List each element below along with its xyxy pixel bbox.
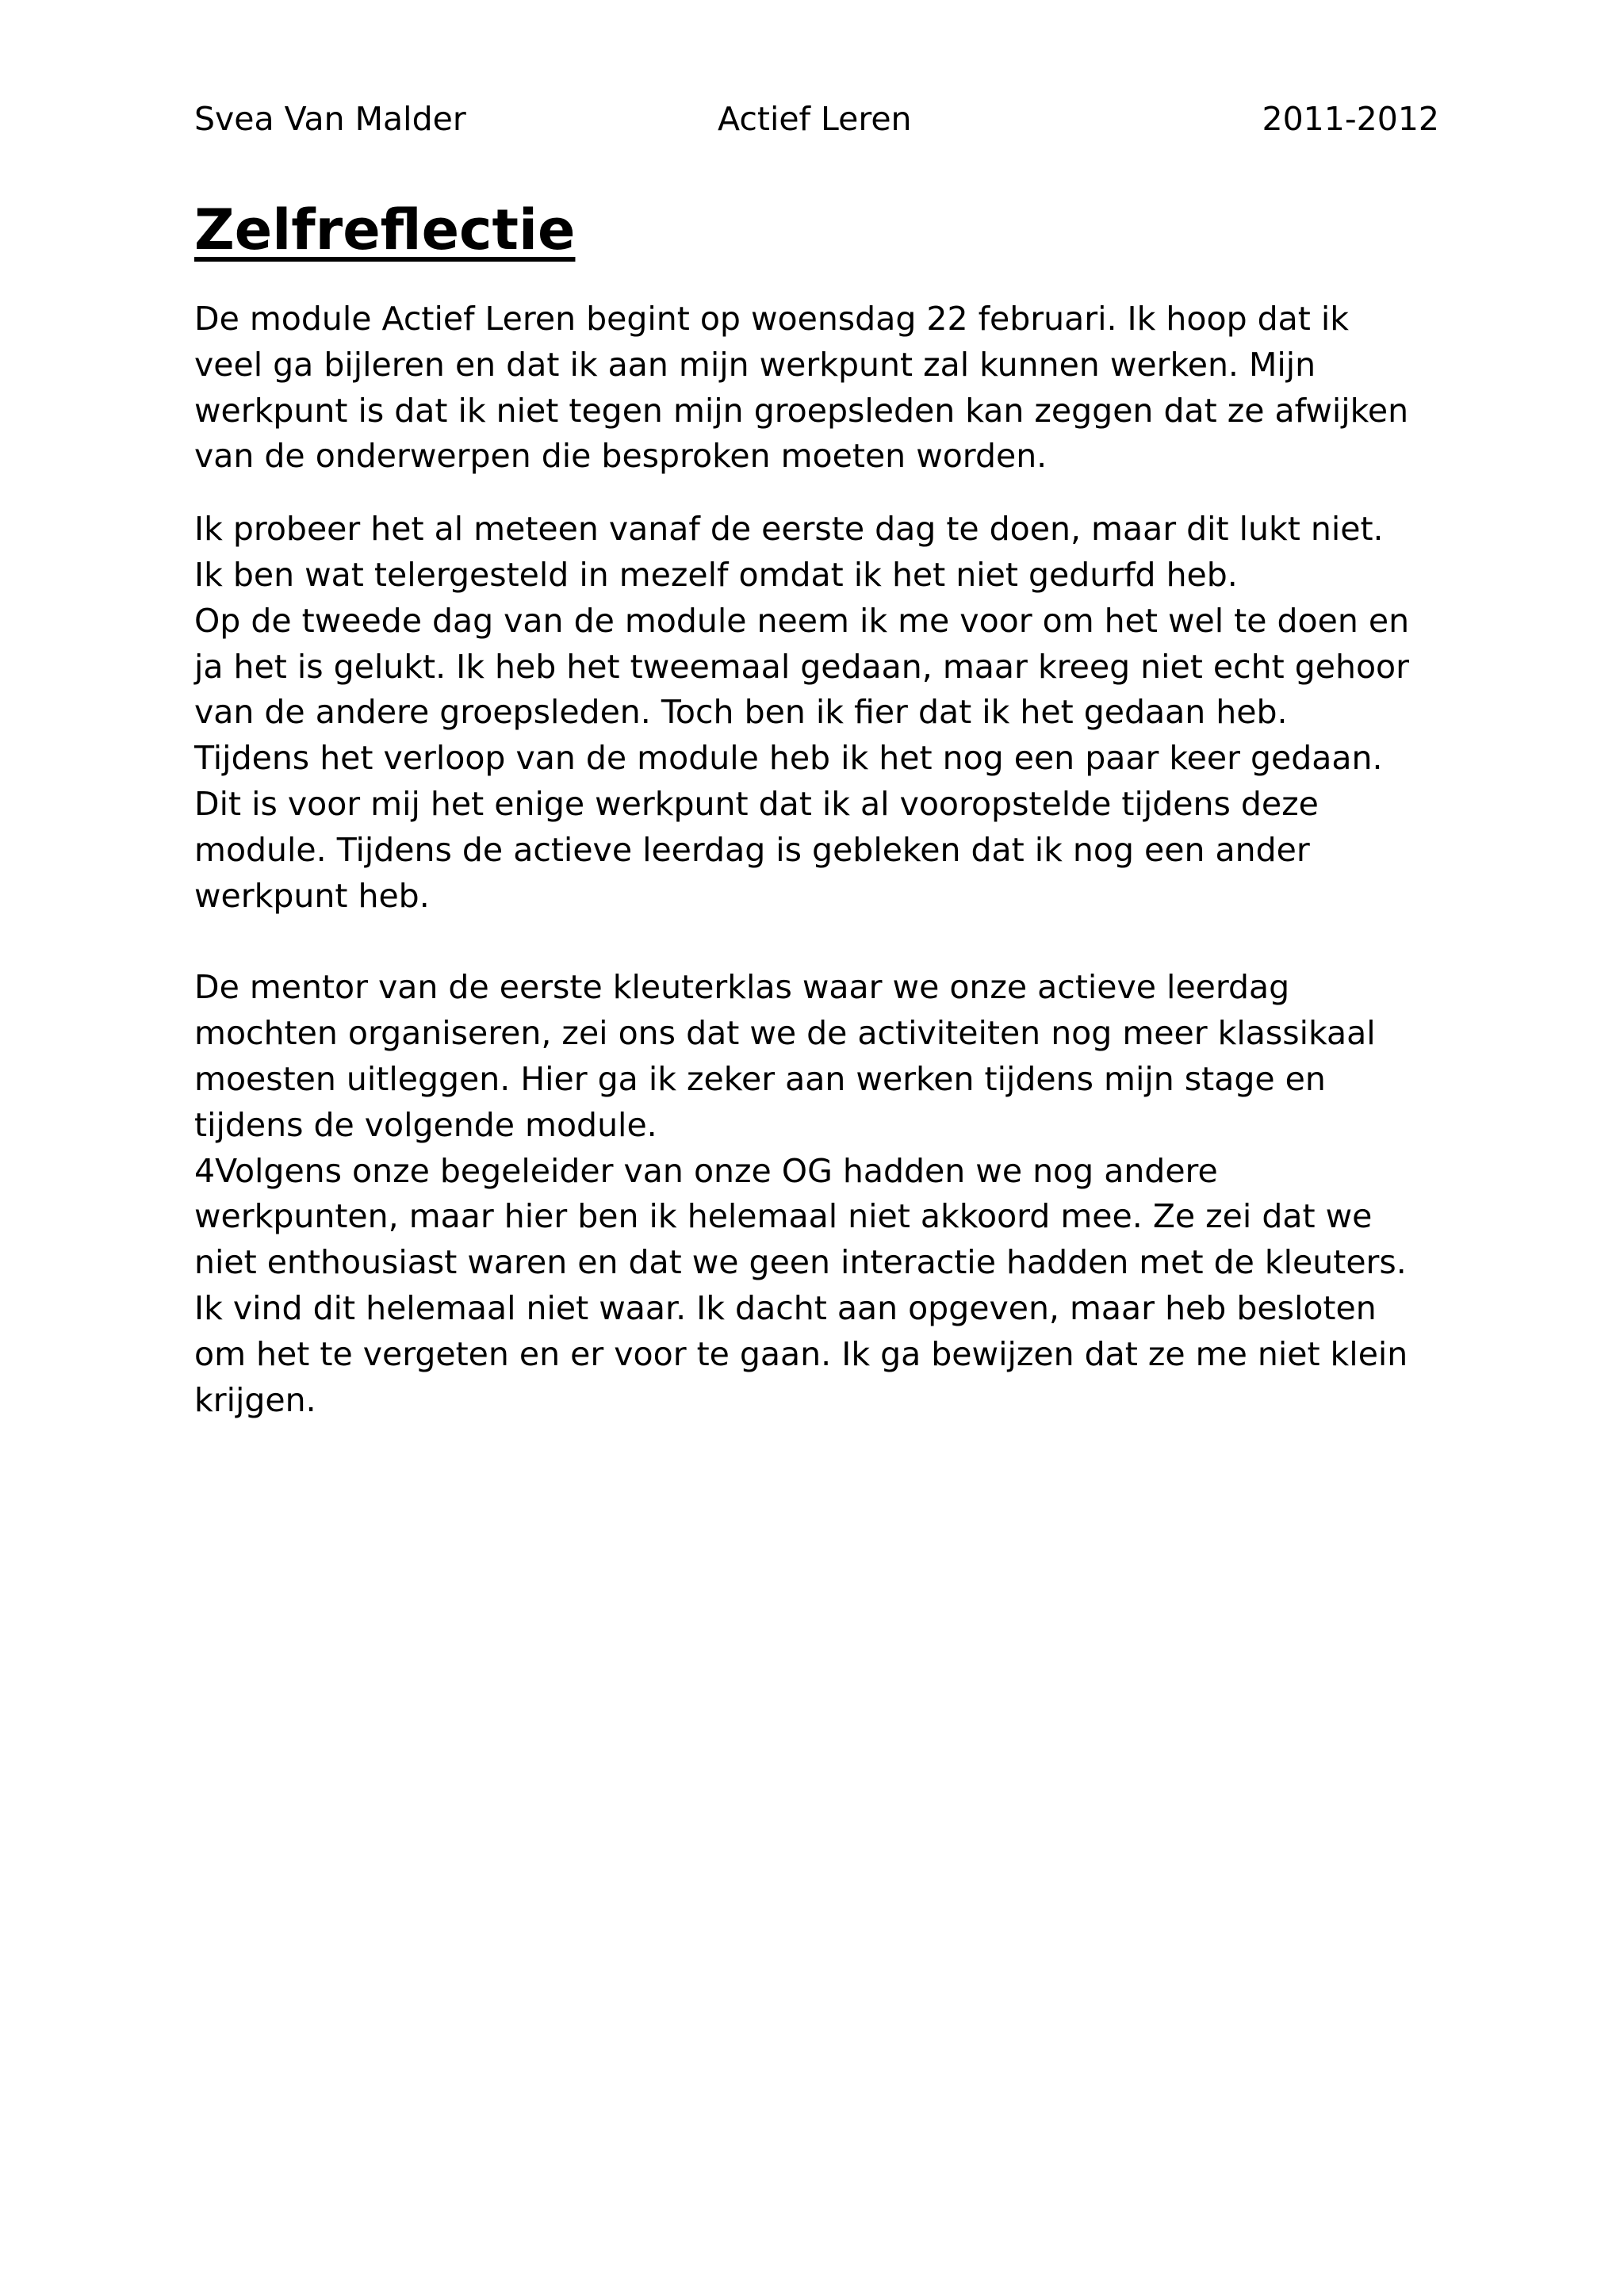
header-year: 2011-2012	[1262, 100, 1439, 138]
page-header	[194, 95, 1439, 143]
paragraph-1: De module Actief Leren begint op woensdag 22 februari. Ik hoop dat ik veel ga bijleren en dat ik aan mijn werkpunt zal kunnen werken. Mijn werkpunt is dat ik niet tegen mijn groepsleden kan zeggen dat ze afwijken van de onderwerpen die besproken moeten worden.	[194, 300, 1409, 476]
document-title: Zelfreflectie	[194, 197, 576, 262]
paragraph-2: Ik probeer het al meteen vanaf de eerste dag te doen, maar dit lukt niet. Ik ben wat telergesteld in mezelf omdat ik het niet gedurfd heb. Op de tweede dag van de module neem ik me voor om het wel te doen en ja het is gelukt. Ik heb het tweemaal gedaan, maar kreeg niet echt gehoor van de andere groepsleden. Toch ben ik fier dat ik het gedaan heb. Tijdens het verloop van de module heb ik het nog een paar keer gedaan. Dit is voor mij het enige werkpunt dat ik al vooropstelde tijdens deze module. Tijdens de actieve leerdag is gebleken dat ik nog een ander werkpunt heb.	[194, 510, 1410, 915]
header-course: Actief Leren	[718, 100, 912, 138]
header-author: Svea Van Malder	[194, 100, 466, 138]
paragraph-3: De mentor van de eerste kleuterklas waar we onze actieve leerdag mochten organiseren, zei ons dat we de activiteiten nog meer klassikaal moesten uitleggen. Hier ga ik zeker aan werken tijdens mijn stage en tijdens de volgende module. 4Volgens onze begeleider van onze OG hadden we nog andere werkpunten, maar hier ben ik helemaal niet akkoord mee. Ze zei dat we niet enthousiast waren en dat we geen interactie hadden met de kleuters. Ik vind dit helemaal niet waar. Ik dacht aan opgeven, maar heb besloten om het te vergeten en er voor te gaan. Ik ga bewijzen dat ze me niet klein krijgen.	[194, 968, 1408, 1419]
document-body	[194, 297, 1447, 1423]
